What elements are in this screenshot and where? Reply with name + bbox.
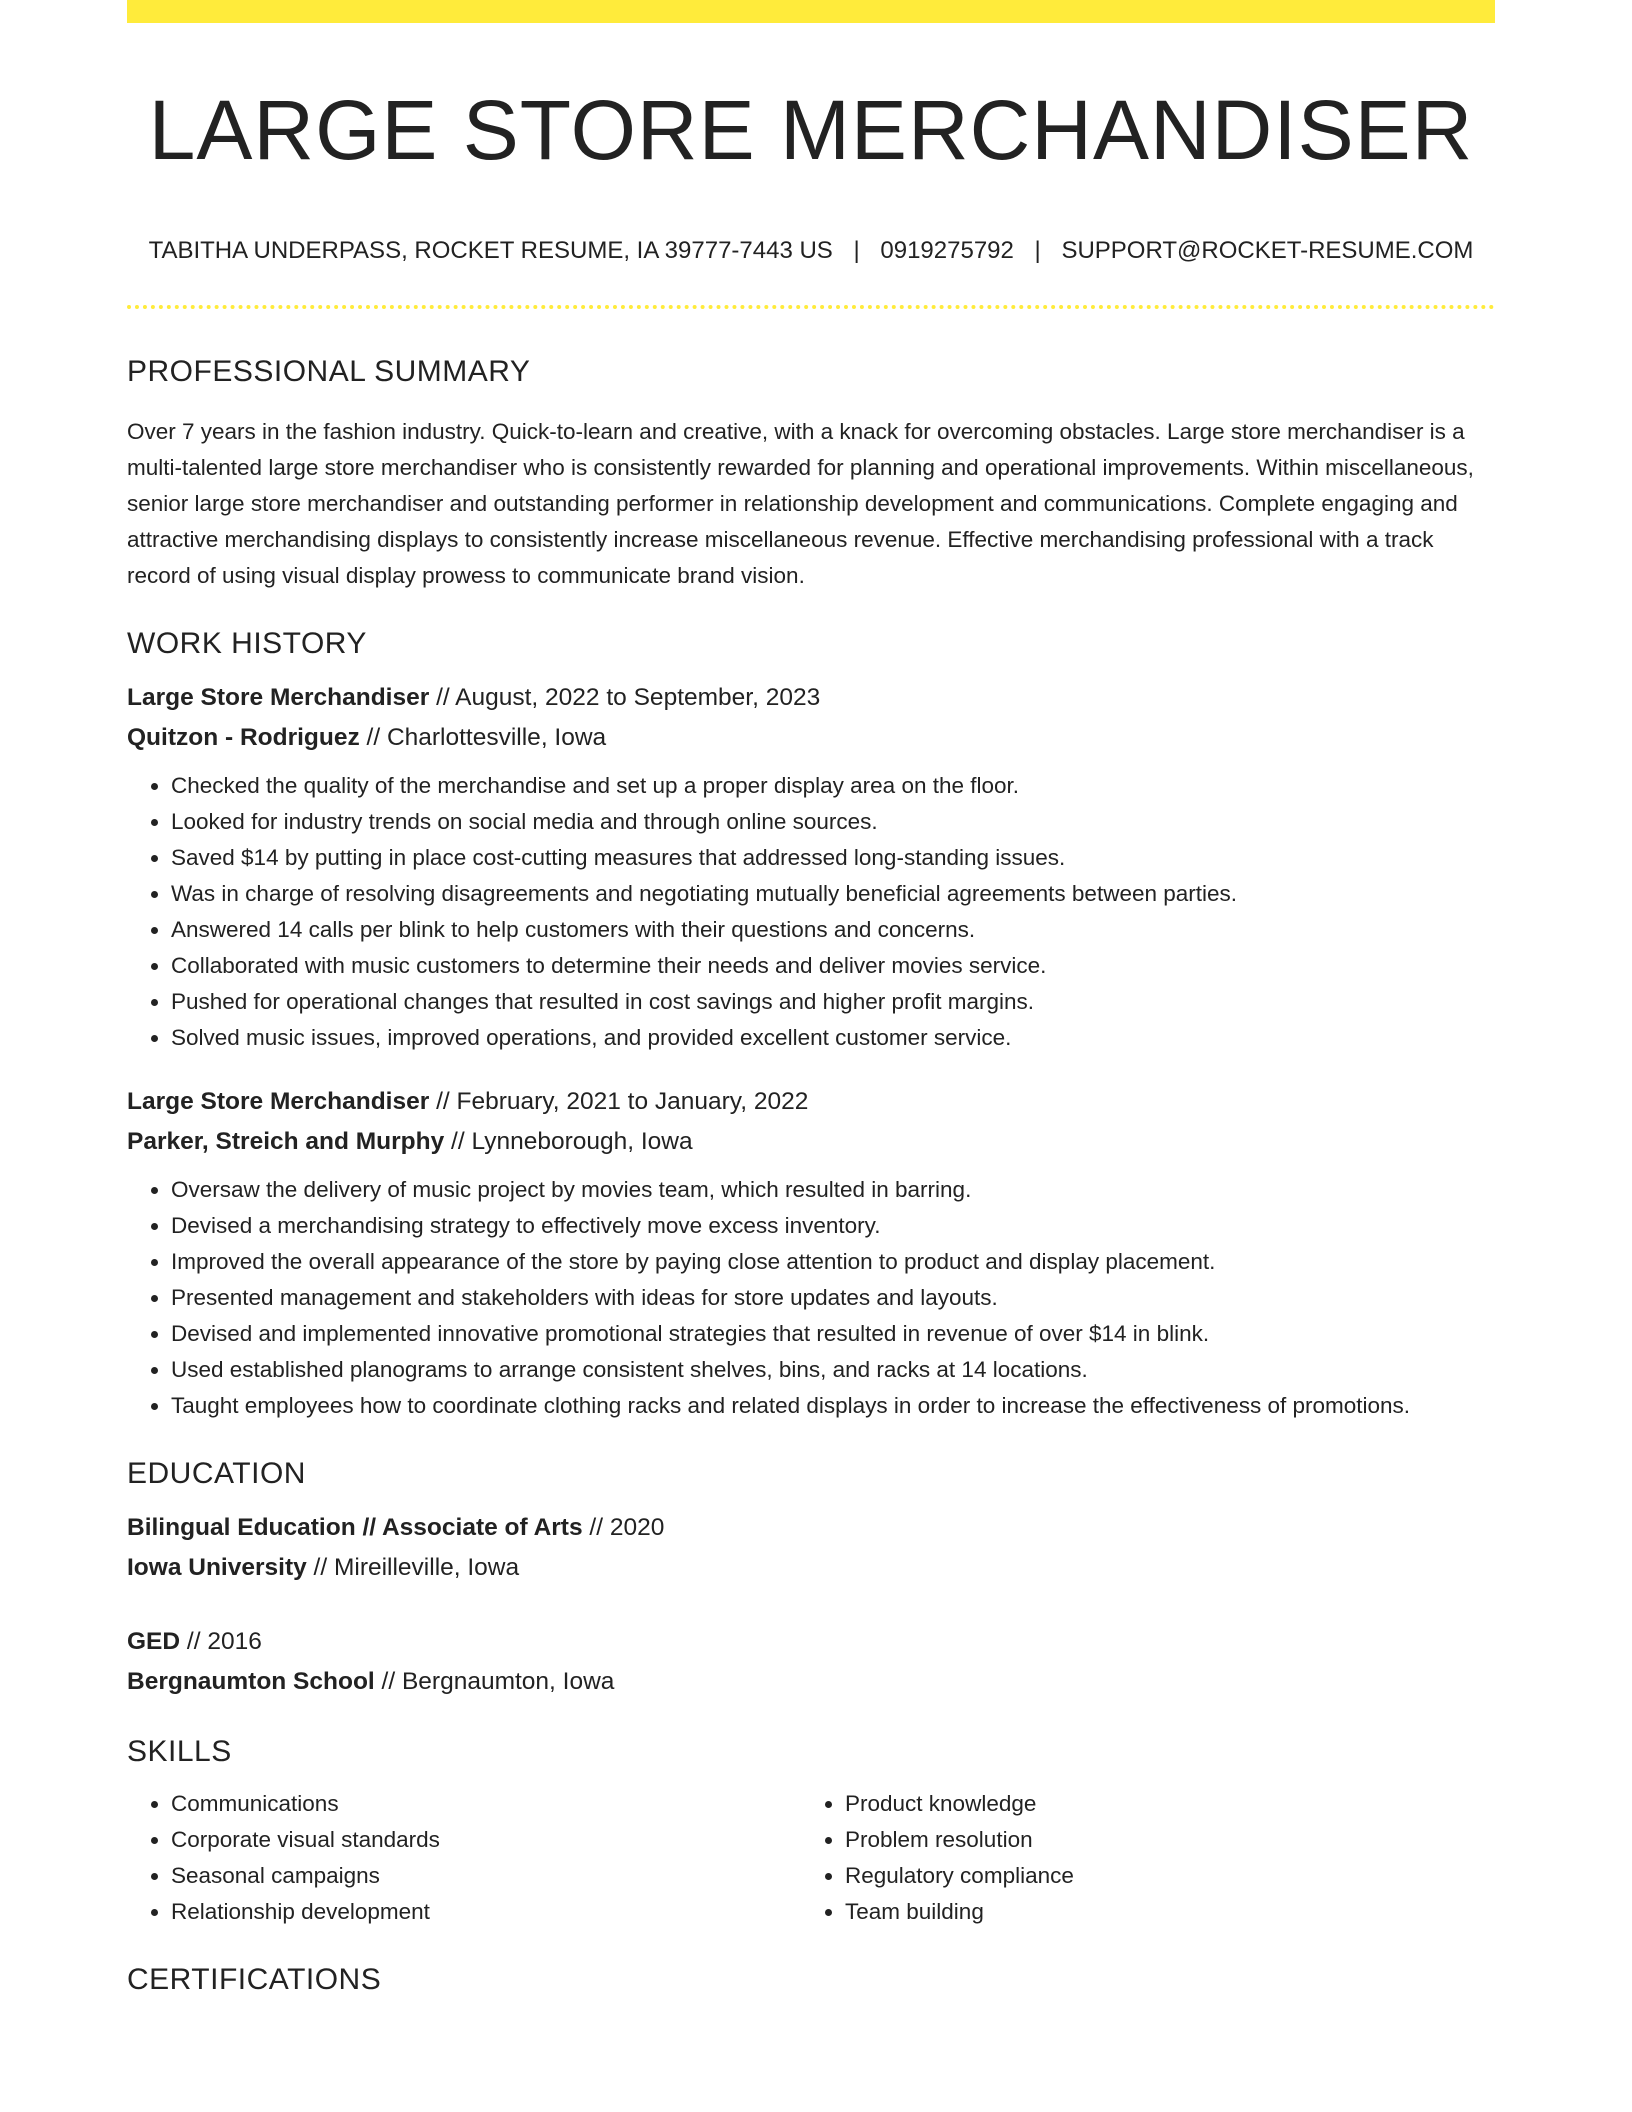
skills-column-right	[801, 1786, 1475, 1930]
education-entry	[127, 1622, 1495, 1702]
job-title-line	[127, 1082, 1495, 1122]
job-location: // Charlottesville, Iowa	[359, 724, 607, 751]
job-bullet: • Looked for industry trends on social media and through online sources.	[171, 804, 1495, 840]
contact-separator: |	[853, 237, 860, 264]
contact-separator: |	[1034, 237, 1041, 264]
contact-address: TABITHA UNDERPASS, ROCKET RESUME, IA 39777-7443 US	[148, 237, 833, 264]
skill-item: • Problem resolution	[845, 1822, 1475, 1858]
job-bullet: • Saved $14 by putting in place cost-cutting measures that addressed long-standing issues.	[171, 840, 1495, 876]
education-school-line	[127, 1548, 1495, 1588]
job-location: // Lynneborough, Iowa	[444, 1128, 693, 1155]
job-bullet: • Presented management and stakeholders with ideas for store updates and layouts.	[171, 1280, 1495, 1316]
skills-section	[127, 1730, 1495, 1930]
education-section	[127, 1452, 1495, 1702]
education-school: Iowa University	[127, 1554, 307, 1581]
job-bullet: • Was in charge of resolving disagreements and negotiating mutually beneficial agreements between parties.	[171, 876, 1495, 912]
job-bullet: • Pushed for operational changes that resulted in cost savings and higher profit margins.	[171, 984, 1495, 1020]
skill-item: • Relationship development	[171, 1894, 801, 1930]
job-bullet: • Improved the overall appearance of the store by paying close attention to product and display placement.	[171, 1244, 1495, 1280]
job-company-line	[127, 1122, 1495, 1162]
skills-column-left	[127, 1786, 801, 1930]
job-entry	[127, 678, 1495, 1056]
skill-item: • Seasonal campaigns	[171, 1858, 801, 1894]
education-location: // Mireilleville, Iowa	[306, 1554, 520, 1581]
job-bullet: • Taught employees how to coordinate clothing racks and related displays in order to increase the effectiveness of promotions.	[171, 1388, 1495, 1424]
job-bullet: • Devised a merchandising strategy to effectively move excess inventory.	[171, 1208, 1495, 1244]
skill-item: • Corporate visual standards	[171, 1822, 801, 1858]
resume-name: LARGE STORE MERCHANDISER	[148, 83, 1474, 177]
job-dates: // February, 2021 to January, 2022	[429, 1088, 809, 1115]
summary-section	[127, 350, 1495, 594]
dotted-divider	[127, 305, 1495, 309]
education-school-line	[127, 1662, 1495, 1702]
skill-item: • Regulatory compliance	[845, 1858, 1475, 1894]
education-school: Bergnaumton School	[127, 1668, 375, 1695]
job-bullet: • Solved music issues, improved operations, and provided excellent customer service.	[171, 1020, 1495, 1056]
section-title-summary: PROFESSIONAL SUMMARY	[127, 355, 531, 388]
job-title-line	[127, 678, 1495, 718]
job-bullets	[127, 768, 1495, 1056]
section-title-skills: SKILLS	[127, 1735, 232, 1768]
section-title-education: EDUCATION	[127, 1457, 306, 1490]
job-entry	[127, 1082, 1495, 1424]
skills-grid	[127, 1786, 1495, 1930]
contact-email: SUPPORT@ROCKET-RESUME.COM	[1061, 237, 1474, 264]
education-location: // Bergnaumton, Iowa	[374, 1668, 615, 1695]
resume-sections	[127, 350, 1495, 2002]
job-company: Parker, Streich and Murphy	[127, 1128, 445, 1155]
job-role: Large Store Merchandiser	[127, 1088, 430, 1115]
section-title-work-history: WORK HISTORY	[127, 627, 367, 660]
skill-item: • Communications	[171, 1786, 801, 1822]
summary-text: Over 7 years in the fashion industry. Quick-to-learn and creative, with a knack for overcoming obstacles. Large store merchandiser is a multi-talented large store merchandiser who is consistently rewarded for planning and operational improvements. Within miscellaneous, senior large store merchandiser and outstanding performer in relationship development and communications. Complete engaging and attractive merchandising displays to consistently increase miscellaneous revenue. Effective merchandising professional with a track record of using visual display prowess to communicate brand vision.	[127, 419, 1474, 588]
job-company: Quitzon - Rodriguez	[127, 724, 360, 751]
job-bullet: • Devised and implemented innovative promotional strategies that resulted in revenue of over $14 in blink.	[171, 1316, 1495, 1352]
education-degree: Bilingual Education // Associate of Arts	[127, 1514, 583, 1541]
job-dates: // August, 2022 to September, 2023	[429, 684, 821, 711]
job-bullet: • Used established planograms to arrange consistent shelves, bins, and racks at 14 locations.	[171, 1352, 1495, 1388]
education-year: // 2016	[180, 1628, 262, 1655]
work-history-section	[127, 622, 1495, 1424]
skill-item: • Product knowledge	[845, 1786, 1475, 1822]
education-year: // 2020	[582, 1514, 665, 1541]
job-bullets	[127, 1172, 1495, 1424]
education-entry	[127, 1508, 1495, 1588]
job-company-line	[127, 718, 1495, 758]
skill-item: • Team building	[845, 1894, 1475, 1930]
job-role: Large Store Merchandiser	[127, 684, 430, 711]
job-bullet: • Answered 14 calls per blink to help customers with their questions and concerns.	[171, 912, 1495, 948]
section-title-certifications: CERTIFICATIONS	[127, 1963, 382, 1996]
job-bullet: • Oversaw the delivery of music project by movies team, which resulted in barring.	[171, 1172, 1495, 1208]
contact-phone: 0919275792	[880, 237, 1014, 264]
education-degree-line	[127, 1622, 1495, 1662]
education-degree: GED	[127, 1628, 181, 1655]
education-degree-line	[127, 1508, 1495, 1548]
certifications-section	[127, 1958, 1495, 2002]
contact-line	[127, 236, 1495, 266]
job-bullet: • Collaborated with music customers to determine their needs and deliver movies service.	[171, 948, 1495, 984]
job-bullet: • Checked the quality of the merchandise and set up a proper display area on the floor.	[171, 768, 1495, 804]
resume-content	[127, 0, 1495, 1996]
